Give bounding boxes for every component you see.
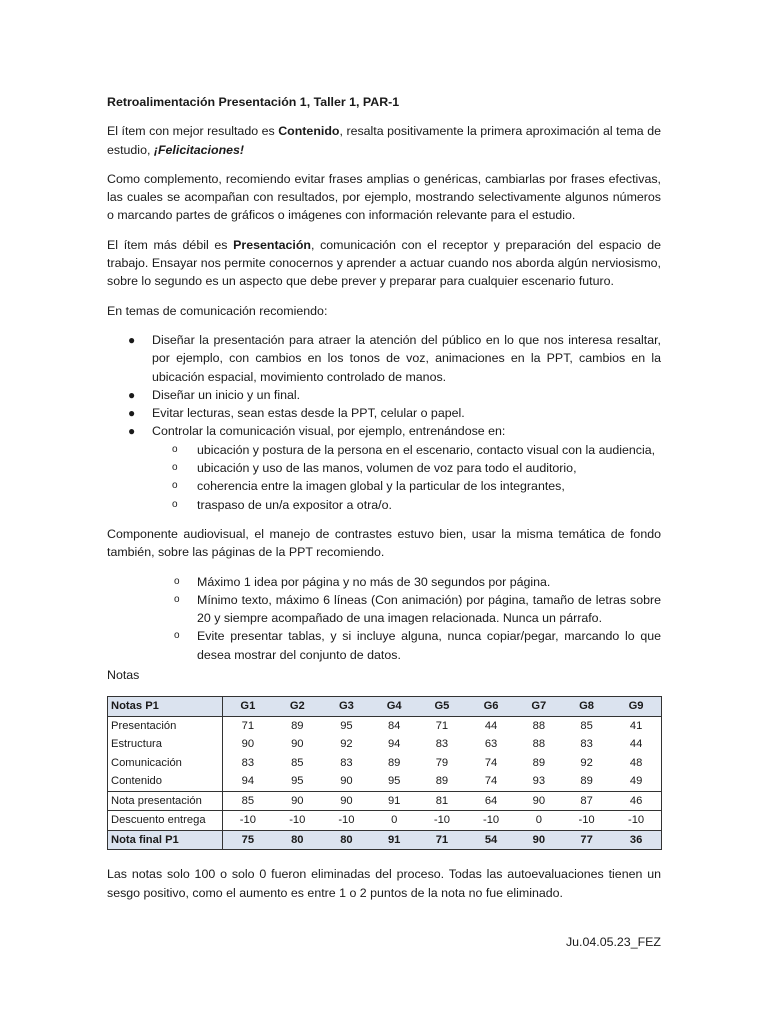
circle-bullet-icon: o <box>172 480 178 492</box>
sub-bullet-item <box>174 573 661 591</box>
table-cell: 71 <box>241 719 255 732</box>
bullet-text: Diseñar un inicio y un final. <box>152 387 301 402</box>
table-cell: 89 <box>532 756 546 769</box>
table-cell: 95 <box>291 775 304 788</box>
bullet-item <box>107 404 661 422</box>
table-cell: -10 <box>322 811 371 831</box>
row-label: Presentación <box>108 716 223 735</box>
table-cell: 90 <box>291 738 304 751</box>
table-header-cell: G6 <box>467 697 516 717</box>
sub-bullet-item <box>152 441 661 459</box>
table-cell: 83 <box>435 738 449 751</box>
table-cell: 75 <box>223 830 273 850</box>
table-cell: 88 <box>532 719 546 732</box>
table-row <box>108 791 662 811</box>
table-cell: 74 <box>484 756 498 769</box>
table-cell: 94 <box>241 775 255 788</box>
table-cell: -10 <box>223 811 273 831</box>
bullet-text: Evitar lecturas, sean estas desde la PPT, celular o papel. <box>152 406 465 421</box>
table-cell: 85 <box>580 719 593 732</box>
table-cell: 95 <box>387 775 401 788</box>
audiovisual-sublist <box>107 573 661 664</box>
table-cell: 71 <box>435 719 449 732</box>
bullet-icon: ● <box>128 332 136 347</box>
table-cell: 93 <box>532 775 546 788</box>
table-cell: 87 <box>562 791 611 811</box>
table-cell: 46 <box>611 791 661 811</box>
table-cell: 44 <box>629 738 643 751</box>
table-cell: -10 <box>417 811 466 831</box>
table-cell: 36 <box>611 830 661 850</box>
text-span: El ítem con mejor resultado es <box>107 124 279 139</box>
table-cell: 83 <box>241 756 255 769</box>
table-row <box>108 754 662 773</box>
table-cell: 48 <box>629 756 643 769</box>
table-header-cell: G2 <box>273 697 322 717</box>
table-cell: 85 <box>223 791 273 811</box>
table-cell: 83 <box>340 756 353 769</box>
sub-bullet-item <box>152 459 661 477</box>
table-cell: -10 <box>273 811 322 831</box>
highlight-contenido: Contenido <box>278 124 340 139</box>
sub-bullet-item <box>174 591 661 628</box>
table-row <box>108 716 662 735</box>
paragraph-complement: Como complemento, recomiendo evitar frases amplias o genéricas, cambiarlas por frases efectivas, las cuales se acompañan con resultados, por ejemplo, mostrando selectivamente algunos números o marcando partes de gráficos o imágenes con información relevante para el estudio. <box>107 171 661 223</box>
table-cell: 54 <box>467 830 516 850</box>
table-cell: 84 <box>387 719 401 732</box>
table-row <box>108 735 662 754</box>
table-row <box>108 772 662 791</box>
row-label: Contenido <box>108 772 223 791</box>
paragraph-best-item <box>107 122 661 159</box>
text-span: El ítem más débil es <box>107 237 234 252</box>
sub-bullet-text: ubicación y uso de las manos, volumen de voz para todo el auditorio, <box>197 461 577 476</box>
table-cell: 63 <box>484 738 498 751</box>
sub-bullet-text: coherencia entre la imagen global y la particular de los integrantes, <box>197 479 565 494</box>
sub-bullet-text: traspaso de un/a expositor a otra/o. <box>197 497 392 512</box>
table-cell: 90 <box>273 791 322 811</box>
sub-bullet-item <box>152 496 661 514</box>
table-cell: 89 <box>580 775 593 788</box>
table-cell: 85 <box>291 756 304 769</box>
table-cell: 83 <box>580 738 593 751</box>
table-header-cell: G4 <box>371 697 417 717</box>
table-cell: 94 <box>387 738 401 751</box>
bullet-icon: ● <box>128 387 136 402</box>
table-cell: 92 <box>580 756 593 769</box>
document-title: Retroalimentación Presentación 1, Taller 1, PAR-1 <box>107 95 400 109</box>
table-header-cell: G7 <box>516 697 562 717</box>
sub-bullet-text: ubicación y postura de la persona en el escenario, contacto visual con la audiencia, <box>197 442 656 457</box>
table-header-cell: G3 <box>322 697 371 717</box>
bullet-item <box>107 386 661 404</box>
paragraph-communication-intro: En temas de comunicación recomiendo: <box>107 303 328 318</box>
table-cell: 89 <box>387 756 401 769</box>
row-label: Estructura <box>108 735 223 754</box>
signature-code: Ju.04.05.23_FEZ <box>565 935 661 949</box>
table-cell: 90 <box>516 830 562 850</box>
bullet-text: Controlar la comunicación visual, por ejemplo, entrenándose en: <box>152 424 506 439</box>
table-cell: 77 <box>562 830 611 850</box>
table-cell: 92 <box>340 738 353 751</box>
notas-heading: Notas <box>107 668 140 683</box>
paragraph-weak-item <box>107 236 661 291</box>
row-label: Nota final P1 <box>108 830 223 850</box>
grades-table <box>107 696 662 850</box>
circle-bullet-icon: o <box>174 593 180 605</box>
sub-bullet-item <box>174 627 661 664</box>
row-label: Descuento entrega <box>108 811 223 831</box>
table-cell: 71 <box>417 830 466 850</box>
table-cell: 0 <box>371 811 417 831</box>
table-cell: 80 <box>322 830 371 850</box>
table-cell: 95 <box>340 719 353 732</box>
table-row-final <box>108 830 662 850</box>
table-cell: -10 <box>611 811 661 831</box>
table-cell: 0 <box>516 811 562 831</box>
table-cell: 81 <box>417 791 466 811</box>
table-cell: 79 <box>435 756 449 769</box>
table-cell: 90 <box>241 738 255 751</box>
table-cell: 64 <box>467 791 516 811</box>
visual-communication-sublist <box>152 441 661 514</box>
table-cell: 91 <box>371 830 417 850</box>
table-cell: 74 <box>484 775 498 788</box>
communication-bullet-list <box>107 331 661 514</box>
paragraph-audiovisual: Componente audiovisual, el manejo de contrastes estuvo bien, usar la misma temática de fondo también, sobre las páginas de la PPT recomiendo. <box>107 526 661 560</box>
table-cell: -10 <box>562 811 611 831</box>
bullet-item <box>107 422 661 513</box>
table-cell: 90 <box>516 791 562 811</box>
table-cell: 90 <box>340 775 353 788</box>
table-cell: 90 <box>322 791 371 811</box>
highlight-presentacion: Presentación <box>233 237 311 252</box>
bullet-item <box>107 331 661 386</box>
table-header-cell: G5 <box>417 697 466 717</box>
table-cell: 88 <box>532 738 546 751</box>
circle-bullet-icon: o <box>172 462 178 474</box>
sub-bullet-item <box>152 477 661 495</box>
table-cell: 49 <box>629 775 643 788</box>
table-header-cell: G8 <box>562 697 611 717</box>
circle-bullet-icon: o <box>174 575 180 587</box>
circle-bullet-icon: o <box>172 443 178 455</box>
table-header-cell: G1 <box>223 697 273 717</box>
bullet-icon: ● <box>128 406 136 421</box>
table-cell: 89 <box>291 719 304 732</box>
felicitaciones-text: ¡Felicitaciones! <box>153 142 245 157</box>
bullet-icon: ● <box>128 424 136 439</box>
table-cell: 80 <box>273 830 322 850</box>
text-span: , resalta positivamente la primera aproximación al tema de estudio, <box>107 124 661 157</box>
table-header-cell: G9 <box>611 697 661 717</box>
row-label: Nota presentación <box>108 791 223 811</box>
table-cell: 91 <box>371 791 417 811</box>
sub-bullet-text: Evite presentar tablas, y si incluye alguna, nunca copiar/pegar, marcando lo que desea mostrar del conjunto de datos. <box>197 629 661 662</box>
document-body <box>107 93 661 913</box>
table-header-cell: Notas P1 <box>108 697 223 717</box>
row-label: Comunicación <box>108 754 223 773</box>
table-header-row <box>108 697 662 717</box>
text-span: , comunicación con el receptor y preparación del espacio de trabajo. Ensayar nos permite conocernos y aprender a actuar cuando nos aborda algún nerviosismo, sobre lo segundo es un aspecto que debe prever y preparar para cualquier escenario futuro. <box>107 237 661 289</box>
table-cell: 44 <box>484 719 498 732</box>
bullet-text: Diseñar la presentación para atraer la atención del público en lo que nos interesa resaltar, por ejemplo, con cambios en los tonos de voz, animaciones en la PPT, cambios en la ubicación espacial, movimiento controlado de manos. <box>152 332 661 384</box>
table-cell: 89 <box>435 775 449 788</box>
table-cell: 41 <box>629 719 643 732</box>
paragraph-grades-note: Las notas solo 100 o solo 0 fueron eliminadas del proceso. Todas las autoevaluaciones tienen un sesgo positivo, como el aumento es entre 1 o 2 puntos de la nota no fue eliminado. <box>107 867 661 900</box>
sub-bullet-text: Mínimo texto, máximo 6 líneas (Con animación) por página, tamaño de letras sobre 20 y siempre acompañado de una imagen relacionada. Nunca un párrafo. <box>197 592 661 626</box>
table-row <box>108 811 662 831</box>
sub-bullet-text: Máximo 1 idea por página y no más de 30 segundos por página. <box>197 574 551 589</box>
circle-bullet-icon: o <box>172 498 178 510</box>
circle-bullet-icon: o <box>174 630 180 642</box>
table-cell: -10 <box>467 811 516 831</box>
